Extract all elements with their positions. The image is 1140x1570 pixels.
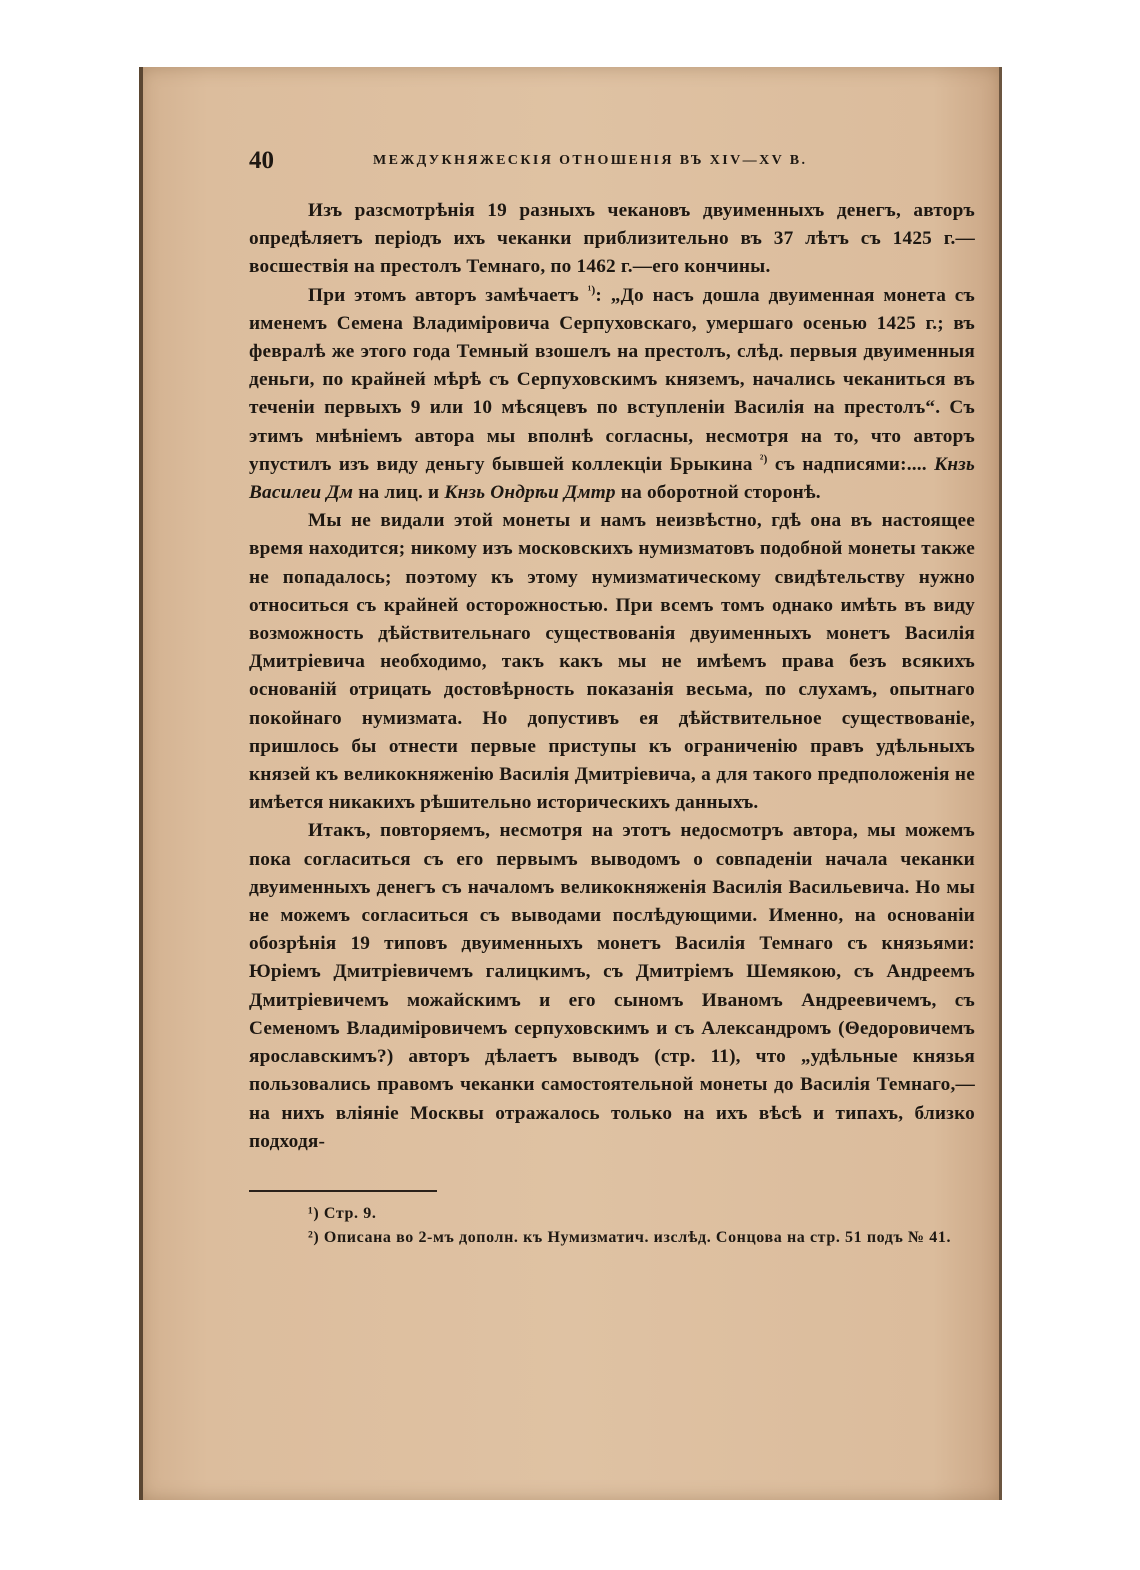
coin-inscription-obverse: Кнзь Василеи Дм <box>249 453 976 504</box>
paragraph-4: Итакъ, повторяемъ, несмотря на этотъ недосмотръ автора, мы можемъ пока согласиться съ его первымъ выводомъ о совпаденіи начала чеканки двуименныхъ денегъ съ началомъ великокняженія Василія Васильевича. Но мы не можемъ согласиться съ выводами послѣдующими. Именно, на основаніи обозрѣнія 19 типовъ двуименныхъ монетъ Василія Темнаго съ князьями: Юріемъ Дмитріевичемъ галицкимъ, съ Дмитріемъ Шемякою, съ Андреемъ Дмитріевичемъ можайскимъ и его сыномъ Иваномъ Андреевичемъ, съ Семеномъ Владиміровичемъ серпуховскимъ и съ Александромъ (Θедоровичемъ ярославскимъ?) авторъ дѣлаетъ выводъ (стр. 11), что „удѣльные князья пользовались правомъ чеканки самостоятельной монеты до Василія Темнаго,—на нихъ вліяніе Москвы отражалось только на ихъ вѣсѣ и типахъ, близко подходя- <box>249 820 975 1152</box>
running-head <box>249 147 975 177</box>
footnote-2 <box>249 1226 975 1250</box>
footnote-divider <box>249 1190 437 1192</box>
footnote-1 <box>249 1202 975 1226</box>
footnote-2-text: Описана во 2-мъ дополн. къ Нумизматич. изслѣд. Сонцова на стр. 51 подъ № 41. <box>319 1228 952 1246</box>
footnote-1-text: Стр. 9. <box>319 1204 377 1222</box>
paragraph-2-text-a: При этомъ авторъ замѣчаетъ <box>308 284 588 306</box>
paragraph-2 <box>249 282 975 508</box>
running-title: МЕЖДУКНЯЖЕСКІЯ ОТНОШЕНІЯ ВЪ XIV—XV В. <box>373 153 808 168</box>
scanned-page <box>139 67 1002 1500</box>
paragraph-2-text-d: на лиц. и <box>353 482 445 504</box>
paragraph-2-text-c: съ надписями:.... <box>767 453 935 475</box>
paragraph-3: Мы не видали этой монеты и намъ неизвѣстно, гдѣ она въ настоящее время находится; никому изъ московскихъ нумизматовъ подобной монеты также не попадалось; поэтому къ этому нумизматическому свидѣтельству нужно относиться съ крайней осторожностью. При всемъ томъ однако имѣть въ виду возможность дѣйствительнаго существованія двуименныхъ монетъ Василія Дмитріевича необходимо, такъ какъ мы не имѣемъ права безъ всякихъ основаній отрицать достовѣрность показанія весьма, по слухамъ, опытнаго покойнаго нумизмата. Но допустивъ ея дѣйствительное существованіе, пришлось бы отнести первые приступы къ ограниченію правъ удѣльныхъ князей къ великокняженію Василія Дмитріевича, а для такого предположенія не имѣется никакихъ рѣшительно историческихъ данныхъ. <box>249 510 975 814</box>
page-number: 40 <box>249 147 274 174</box>
footnote-ref-1: ¹) <box>587 283 596 297</box>
coin-inscription-reverse: Кнзь Ондрѣи Дмтр <box>444 482 616 504</box>
page-text-block <box>249 147 975 1250</box>
page-edge-right <box>999 67 1002 1500</box>
page-edge-left <box>139 67 143 1500</box>
paragraph-2-text-b: : „До насъ дошла двуименная монета съ именемъ Семена Владиміровича Серпуховскаго, умершаго осенью 1425 г.; въ февралѣ же этого года Темный взошелъ на престолъ, слѣд. первыя двуименныя деньги, по крайней мѣрѣ съ Серпуховскимъ княземъ, начались чеканиться въ теченіи первыхъ 9 или 10 мѣсяцевъ по вступленіи Василія на престолъ“. Съ этимъ мнѣніемъ автора мы вполнѣ согласны, несмотря на то, что авторъ упустилъ изъ виду деньгу бывшей коллекціи Брыкина <box>249 284 976 475</box>
paragraph-1: Изъ разсмотрѣнія 19 разныхъ чекановъ двуименныхъ денегъ, авторъ опредѣляетъ періодъ ихъ чеканки приблизительно въ 37 лѣтъ съ 1425 г.—восшествія на престолъ Темнаго, по 1462 г.—его кончины. <box>249 200 975 278</box>
footnote-1-mark: ¹) <box>308 1204 320 1222</box>
paragraph-2-text-e: на оборотной сторонѣ. <box>615 482 821 504</box>
footnote-ref-2: ²) <box>759 452 768 466</box>
footnote-2-mark: ²) <box>308 1228 320 1246</box>
